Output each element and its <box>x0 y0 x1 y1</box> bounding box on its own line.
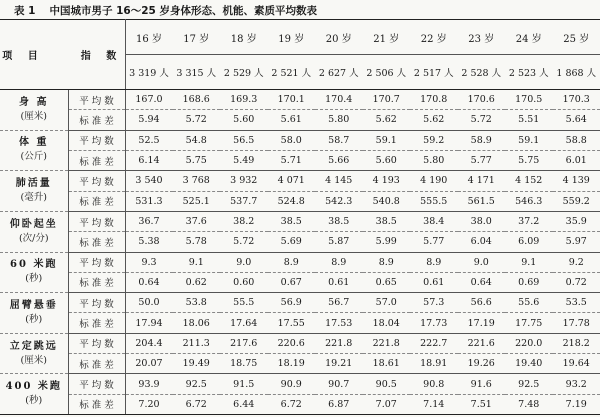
sd-value-cell: 561.5 <box>458 191 506 211</box>
mean-value-cell: 221.8 <box>315 333 363 353</box>
mean-value-cell: 4 193 <box>363 171 411 191</box>
mean-value-cell: 54.8 <box>173 130 221 150</box>
table-row-sd <box>0 313 600 333</box>
mean-value-cell: 170.5 <box>505 90 553 110</box>
sd-value-cell: 5.72 <box>458 110 506 130</box>
mean-value-cell: 59.2 <box>410 130 458 150</box>
table-row-sd <box>0 150 600 170</box>
sample-size-cell: 1 868 人 <box>553 55 600 90</box>
sample-size-cell: 2 517 人 <box>410 55 458 90</box>
sd-value-cell: 0.64 <box>458 272 506 292</box>
age-header-cell: 25 岁 <box>553 20 600 55</box>
mean-value-cell: 4 171 <box>458 171 506 191</box>
sd-value-cell: 6.14 <box>125 150 173 170</box>
table-row-sd <box>0 272 600 292</box>
sd-value-cell: 18.75 <box>220 354 268 374</box>
mean-value-cell: 52.5 <box>125 130 173 150</box>
mean-value-cell: 170.1 <box>268 90 316 110</box>
mean-value-cell: 90.5 <box>363 374 411 394</box>
header-item-label: 项 目 <box>2 51 44 62</box>
index-label-mean: 平 均 数 <box>68 211 125 231</box>
item-unit: (秒) <box>25 273 43 285</box>
sample-size-cell: 2 506 人 <box>363 55 411 90</box>
mean-value-cell: 204.4 <box>125 333 173 353</box>
sd-value-cell: 0.64 <box>125 272 173 292</box>
sd-value-cell: 5.51 <box>505 110 553 130</box>
sd-value-cell: 7.19 <box>553 394 600 414</box>
sd-value-cell: 0.69 <box>505 272 553 292</box>
age-header-cell: 16 岁 <box>125 20 173 55</box>
item-label-cell <box>0 333 68 374</box>
age-header-cell: 24 岁 <box>505 20 553 55</box>
table-row-mean <box>0 293 600 313</box>
sd-value-cell: 5.75 <box>505 150 553 170</box>
sd-value-cell: 5.60 <box>220 110 268 130</box>
sd-value-cell: 5.78 <box>173 232 221 252</box>
table-row-mean <box>0 171 600 191</box>
age-header-cell: 23 岁 <box>458 20 506 55</box>
item-name: 60 米跑 <box>10 259 58 271</box>
age-header-cell: 19 岁 <box>268 20 316 55</box>
sd-value-cell: 18.19 <box>268 354 316 374</box>
table-body <box>0 90 600 415</box>
sd-value-cell: 17.19 <box>458 313 506 333</box>
sd-value-cell: 19.21 <box>315 354 363 374</box>
item-unit: (秒) <box>25 313 43 325</box>
mean-value-cell: 38.5 <box>315 211 363 231</box>
mean-value-cell: 9.0 <box>458 252 506 272</box>
mean-value-cell: 58.8 <box>553 130 600 150</box>
mean-value-cell: 170.7 <box>363 90 411 110</box>
sd-value-cell: 5.62 <box>410 110 458 130</box>
sd-value-cell: 542.3 <box>315 191 363 211</box>
mean-value-cell: 4 190 <box>410 171 458 191</box>
sd-value-cell: 7.51 <box>458 394 506 414</box>
mean-value-cell: 91.5 <box>220 374 268 394</box>
table-header <box>0 20 600 90</box>
mean-value-cell: 221.8 <box>363 333 411 353</box>
table-row-mean <box>0 90 600 110</box>
table-row-sd <box>0 191 600 211</box>
mean-value-cell: 56.7 <box>315 293 363 313</box>
sd-value-cell: 531.3 <box>125 191 173 211</box>
sd-value-cell: 546.3 <box>505 191 553 211</box>
sd-value-cell: 7.07 <box>363 394 411 414</box>
mean-value-cell: 217.6 <box>220 333 268 353</box>
mean-value-cell: 170.4 <box>315 90 363 110</box>
mean-value-cell: 8.9 <box>268 252 316 272</box>
mean-value-cell: 58.0 <box>268 130 316 150</box>
sd-value-cell: 5.64 <box>553 110 600 130</box>
index-label-mean: 平 均 数 <box>68 333 125 353</box>
sd-value-cell: 17.94 <box>125 313 173 333</box>
sample-size-cell: 3 315 人 <box>173 55 221 90</box>
mean-value-cell: 57.3 <box>410 293 458 313</box>
item-name: 体 重 <box>19 137 49 149</box>
sd-value-cell: 555.5 <box>410 191 458 211</box>
item-label-cell <box>0 90 68 131</box>
mean-value-cell: 211.3 <box>173 333 221 353</box>
item-unit: (次/分) <box>18 232 49 244</box>
item-label-cell <box>0 171 68 212</box>
sd-value-cell: 5.99 <box>363 232 411 252</box>
item-unit: (毫升) <box>20 192 47 204</box>
mean-value-cell: 8.9 <box>315 252 363 272</box>
mean-value-cell: 170.6 <box>458 90 506 110</box>
mean-value-cell: 4 071 <box>268 171 316 191</box>
index-label-mean: 平 均 数 <box>68 171 125 191</box>
sd-value-cell: 5.71 <box>268 150 316 170</box>
sd-value-cell: 0.67 <box>268 272 316 292</box>
sd-value-cell: 6.87 <box>315 394 363 414</box>
sd-value-cell: 5.49 <box>220 150 268 170</box>
age-header-cell: 22 岁 <box>410 20 458 55</box>
index-label-sd: 标 准 差 <box>68 191 125 211</box>
sd-value-cell: 5.80 <box>410 150 458 170</box>
mean-value-cell: 59.1 <box>505 130 553 150</box>
index-label-sd: 标 准 差 <box>68 272 125 292</box>
mean-value-cell: 170.8 <box>410 90 458 110</box>
sd-value-cell: 540.8 <box>363 191 411 211</box>
sd-value-cell: 6.72 <box>268 394 316 414</box>
mean-value-cell: 53.5 <box>553 293 600 313</box>
index-label-mean: 平 均 数 <box>68 374 125 394</box>
index-label-mean: 平 均 数 <box>68 130 125 150</box>
sd-value-cell: 0.62 <box>173 272 221 292</box>
sd-value-cell: 5.75 <box>173 150 221 170</box>
table-row-mean <box>0 130 600 150</box>
index-label-mean: 平 均 数 <box>68 293 125 313</box>
index-label-sd: 标 准 差 <box>68 150 125 170</box>
mean-value-cell: 90.8 <box>410 374 458 394</box>
mean-value-cell: 8.9 <box>410 252 458 272</box>
item-name: 肺活量 <box>15 178 52 190</box>
mean-value-cell: 56.6 <box>458 293 506 313</box>
item-label-cell <box>0 374 68 415</box>
mean-value-cell: 37.6 <box>173 211 221 231</box>
sample-size-cell: 2 521 人 <box>268 55 316 90</box>
mean-value-cell: 9.3 <box>125 252 173 272</box>
mean-value-cell: 38.4 <box>410 211 458 231</box>
sample-size-cell: 3 319 人 <box>125 55 173 90</box>
mean-value-cell: 58.9 <box>458 130 506 150</box>
index-label-sd: 标 准 差 <box>68 313 125 333</box>
mean-value-cell: 220.6 <box>268 333 316 353</box>
mean-value-cell: 56.9 <box>268 293 316 313</box>
index-label-mean: 平 均 数 <box>68 90 125 110</box>
sd-value-cell: 5.80 <box>315 110 363 130</box>
sd-value-cell: 5.62 <box>363 110 411 130</box>
mean-value-cell: 59.1 <box>363 130 411 150</box>
table-row-sd <box>0 232 600 252</box>
table-row-sd <box>0 110 600 130</box>
sd-value-cell: 5.97 <box>553 232 600 252</box>
mean-value-cell: 167.0 <box>125 90 173 110</box>
table-row-sd <box>0 354 600 374</box>
data-table <box>0 19 600 415</box>
mean-value-cell: 38.2 <box>220 211 268 231</box>
sd-value-cell: 0.61 <box>315 272 363 292</box>
sd-value-cell: 6.09 <box>505 232 553 252</box>
mean-value-cell: 170.3 <box>553 90 600 110</box>
sd-value-cell: 537.7 <box>220 191 268 211</box>
mean-value-cell: 168.6 <box>173 90 221 110</box>
item-name: 屈臂悬垂 <box>9 299 58 311</box>
index-label-sd: 标 准 差 <box>68 110 125 130</box>
sd-value-cell: 7.14 <box>410 394 458 414</box>
mean-value-cell: 9.2 <box>553 252 600 272</box>
item-name: 仰卧起坐 <box>9 218 58 230</box>
sd-value-cell: 524.8 <box>268 191 316 211</box>
sd-value-cell: 18.06 <box>173 313 221 333</box>
sd-value-cell: 19.64 <box>553 354 600 374</box>
sd-value-cell: 18.91 <box>410 354 458 374</box>
table-title-text: 中国城市男子 16～25 岁身体形态、机能、素质平均数表 <box>49 4 318 17</box>
mean-value-cell: 169.3 <box>220 90 268 110</box>
mean-value-cell: 4 152 <box>505 171 553 191</box>
table-row-mean <box>0 252 600 272</box>
mean-value-cell: 90.9 <box>268 374 316 394</box>
sd-value-cell: 5.77 <box>458 150 506 170</box>
sd-value-cell: 7.48 <box>505 394 553 414</box>
sd-value-cell: 0.60 <box>220 272 268 292</box>
mean-value-cell: 58.7 <box>315 130 363 150</box>
mean-value-cell: 222.7 <box>410 333 458 353</box>
age-header-cell: 17 岁 <box>173 20 221 55</box>
sd-value-cell: 18.61 <box>363 354 411 374</box>
age-header-cell: 18 岁 <box>220 20 268 55</box>
sd-value-cell: 19.40 <box>505 354 553 374</box>
mean-value-cell: 35.9 <box>553 211 600 231</box>
table-row-mean <box>0 211 600 231</box>
sd-value-cell: 0.65 <box>363 272 411 292</box>
sd-value-cell: 19.26 <box>458 354 506 374</box>
mean-value-cell: 38.0 <box>458 211 506 231</box>
sd-value-cell: 525.1 <box>173 191 221 211</box>
mean-value-cell: 36.7 <box>125 211 173 231</box>
item-label-cell <box>0 252 68 293</box>
index-label-sd: 标 准 差 <box>68 354 125 374</box>
mean-value-cell: 53.8 <box>173 293 221 313</box>
age-header-cell: 20 岁 <box>315 20 363 55</box>
table-row-mean <box>0 333 600 353</box>
mean-value-cell: 93.9 <box>125 374 173 394</box>
sample-size-cell: 2 529 人 <box>220 55 268 90</box>
mean-value-cell: 93.2 <box>553 374 600 394</box>
sd-value-cell: 17.75 <box>505 313 553 333</box>
mean-value-cell: 9.0 <box>220 252 268 272</box>
table-row-sd <box>0 394 600 414</box>
sd-value-cell: 5.72 <box>220 232 268 252</box>
sd-value-cell: 5.66 <box>315 150 363 170</box>
mean-value-cell: 4 139 <box>553 171 600 191</box>
mean-value-cell: 50.0 <box>125 293 173 313</box>
mean-value-cell: 92.5 <box>505 374 553 394</box>
mean-value-cell: 55.5 <box>220 293 268 313</box>
mean-value-cell: 38.5 <box>363 211 411 231</box>
sd-value-cell: 5.77 <box>410 232 458 252</box>
mean-value-cell: 55.6 <box>505 293 553 313</box>
sample-size-cell: 2 627 人 <box>315 55 363 90</box>
header-item-index-cell <box>0 20 125 90</box>
mean-value-cell: 218.2 <box>553 333 600 353</box>
item-unit: (秒) <box>25 395 43 407</box>
mean-value-cell: 38.5 <box>268 211 316 231</box>
mean-value-cell: 91.6 <box>458 374 506 394</box>
sd-value-cell: 17.64 <box>220 313 268 333</box>
table-number: 表 1 <box>14 4 36 17</box>
mean-value-cell: 9.1 <box>173 252 221 272</box>
mean-value-cell: 57.0 <box>363 293 411 313</box>
sd-value-cell: 19.49 <box>173 354 221 374</box>
sd-value-cell: 5.69 <box>268 232 316 252</box>
index-label-sd: 标 准 差 <box>68 232 125 252</box>
sd-value-cell: 5.94 <box>125 110 173 130</box>
item-unit: (公斤) <box>20 151 47 163</box>
index-label-mean: 平 均 数 <box>68 252 125 272</box>
mean-value-cell: 92.5 <box>173 374 221 394</box>
item-label-cell <box>0 211 68 252</box>
mean-value-cell: 3 540 <box>125 171 173 191</box>
mean-value-cell: 3 932 <box>220 171 268 191</box>
table-row-mean <box>0 374 600 394</box>
item-name: 400 米跑 <box>5 381 62 393</box>
header-index-label: 指 数 <box>80 51 123 62</box>
sd-value-cell: 20.07 <box>125 354 173 374</box>
sd-value-cell: 6.44 <box>220 394 268 414</box>
index-label-sd: 标 准 差 <box>68 394 125 414</box>
item-name: 身 高 <box>19 96 49 108</box>
item-label-cell <box>0 130 68 171</box>
mean-value-cell: 4 145 <box>315 171 363 191</box>
mean-value-cell: 56.5 <box>220 130 268 150</box>
mean-value-cell: 220.0 <box>505 333 553 353</box>
mean-value-cell: 8.9 <box>363 252 411 272</box>
sd-value-cell: 17.53 <box>315 313 363 333</box>
sd-value-cell: 17.78 <box>553 313 600 333</box>
sd-value-cell: 5.72 <box>173 110 221 130</box>
sd-value-cell: 0.72 <box>553 272 600 292</box>
sd-value-cell: 0.61 <box>410 272 458 292</box>
mean-value-cell: 37.2 <box>505 211 553 231</box>
mean-value-cell: 3 768 <box>173 171 221 191</box>
mean-value-cell: 90.7 <box>315 374 363 394</box>
item-name: 立定跳远 <box>9 340 58 352</box>
sd-value-cell: 6.04 <box>458 232 506 252</box>
sd-value-cell: 5.38 <box>125 232 173 252</box>
sample-size-cell: 2 528 人 <box>458 55 506 90</box>
table-title <box>0 2 600 18</box>
sd-value-cell: 7.20 <box>125 394 173 414</box>
sd-value-cell: 5.60 <box>363 150 411 170</box>
sd-value-cell: 6.01 <box>553 150 600 170</box>
sd-value-cell: 18.04 <box>363 313 411 333</box>
sd-value-cell: 17.55 <box>268 313 316 333</box>
sd-value-cell: 6.72 <box>173 394 221 414</box>
item-label-cell <box>0 293 68 334</box>
sd-value-cell: 5.87 <box>315 232 363 252</box>
mean-value-cell: 221.6 <box>458 333 506 353</box>
sample-size-cell: 2 523 人 <box>505 55 553 90</box>
age-header-cell: 21 岁 <box>363 20 411 55</box>
item-unit: (厘米) <box>20 110 47 122</box>
item-unit: (厘米) <box>20 354 47 366</box>
sd-value-cell: 559.2 <box>553 191 600 211</box>
mean-value-cell: 9.1 <box>505 252 553 272</box>
sd-value-cell: 5.61 <box>268 110 316 130</box>
sd-value-cell: 17.73 <box>410 313 458 333</box>
